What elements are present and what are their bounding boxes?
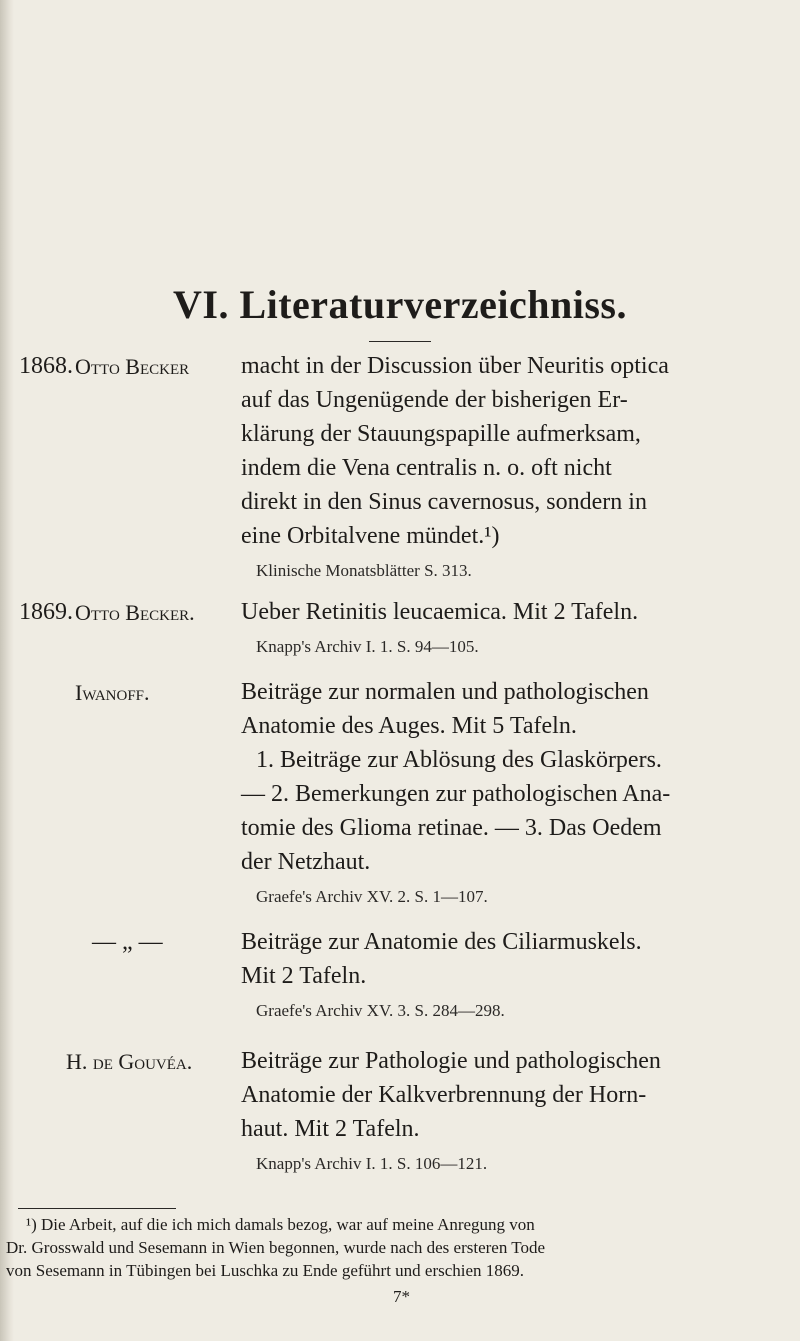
entry-line: klärung der Stauungspapille aufmerksam, <box>241 421 641 447</box>
entry-line: — 2. Bemerkungen zur pathologischen Ana- <box>241 781 671 807</box>
entry-line: Ueber Retinitis leucaemica. Mit 2 Tafeln. <box>241 599 639 625</box>
signature-mark: 7* <box>393 1287 410 1306</box>
entry-line: der Netzhaut. <box>241 849 371 875</box>
footnote-line: Dr. Grosswald und Sesemann in Wien begonnen, wurde nach des ersteren Tode <box>6 1238 546 1257</box>
entry-source: Knapp's Archiv I. 1. S. 106—121. <box>256 1154 488 1173</box>
entry-line: Beiträge zur Pathologie und pathologischen <box>241 1048 661 1074</box>
entry-source: Klinische Monatsblätter S. 313. <box>256 561 472 580</box>
entry-line: direkt in den Sinus cavernosus, sondern in <box>241 489 647 515</box>
entry-year: 1869. <box>19 599 73 625</box>
entry-source: Graefe's Archiv XV. 3. S. 284—298. <box>256 1001 505 1020</box>
entry-line: macht in der Discussion über Neuritis optica <box>241 353 669 379</box>
entry-author-ditto: — „ — <box>92 929 163 955</box>
entry-line: haut. Mit 2 Tafeln. <box>241 1116 420 1142</box>
entry-line: auf das Ungenügende der bisherigen Er- <box>241 387 628 413</box>
entry-line: tomie des Glioma retinae. — 3. Das Oedem <box>241 815 662 841</box>
footnote-line: ¹) Die Arbeit, auf die ich mich damals bezog, war auf meine Anregung von <box>26 1215 535 1234</box>
entry-source: Knapp's Archiv I. 1. S. 94—105. <box>256 637 479 656</box>
footnote-line: von Sesemann in Tübingen bei Luschka zu Ende geführt und erschien 1869. <box>6 1261 525 1280</box>
entry-line: 1. Beiträge zur Ablösung des Glaskörpers. <box>256 747 662 773</box>
title-rule <box>369 341 431 342</box>
entry-line: Mit 2 Tafeln. <box>241 963 367 989</box>
entry-source: Graefe's Archiv XV. 2. S. 1—107. <box>256 887 488 906</box>
entry-line: Anatomie des Auges. Mit 5 Tafeln. <box>241 713 577 739</box>
entry-line: indem die Vena centralis n. o. oft nicht <box>241 455 612 481</box>
page-title: VI. Literaturverzeichniss. <box>172 282 627 327</box>
entry-line: Beiträge zur Anatomie des Ciliarmuskels. <box>241 929 642 955</box>
entry-author: Otto Becker <box>75 354 190 379</box>
entry-line: Beiträge zur normalen und pathologischen <box>241 679 649 705</box>
page-edge-shadow <box>0 0 14 1341</box>
entry-year: 1868. <box>19 353 73 379</box>
entry-author: Iwanoff. <box>75 680 150 705</box>
entry-author: Otto Becker. <box>75 600 195 625</box>
entry-line: eine Orbitalvene mündet.¹) <box>241 523 500 549</box>
footnote-rule <box>18 1208 176 1209</box>
entry-line: Anatomie der Kalkverbrennung der Horn- <box>241 1082 647 1108</box>
entry-author: H. de Gouvéa. <box>66 1049 193 1074</box>
